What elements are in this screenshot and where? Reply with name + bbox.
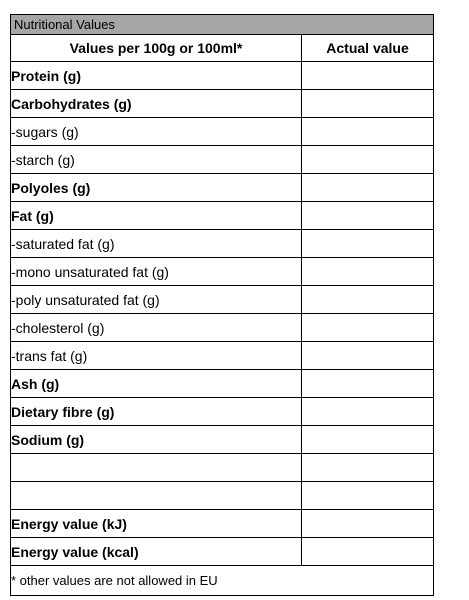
table-row (11, 426, 434, 454)
nutrient-label: Polyoles (g) (11, 174, 302, 202)
nutrient-label: Ash (g) (11, 370, 302, 398)
actual-value-cell (302, 482, 434, 510)
actual-value-cell (302, 538, 434, 566)
table-row (11, 286, 434, 314)
nutrient-label: -poly unsaturated fat (g) (11, 286, 302, 314)
table-row (11, 510, 434, 538)
actual-value-cell (302, 398, 434, 426)
nutrient-label: -sugars (g) (11, 118, 302, 146)
values-per-100g-header: Values per 100g or 100ml* (11, 35, 302, 62)
actual-value-cell (302, 258, 434, 286)
actual-value-cell (302, 314, 434, 342)
actual-value-cell (302, 454, 434, 482)
table-row (11, 482, 434, 510)
nutrition-table-body (11, 15, 434, 596)
title-row (11, 15, 434, 35)
table-row (11, 258, 434, 286)
nutrient-label: -saturated fat (g) (11, 230, 302, 258)
actual-value-cell (302, 510, 434, 538)
table-row (11, 370, 434, 398)
actual-value-cell (302, 370, 434, 398)
actual-value-cell (302, 146, 434, 174)
nutrition-table (10, 14, 434, 596)
nutrient-label: -trans fat (g) (11, 342, 302, 370)
actual-value-cell (302, 118, 434, 146)
actual-value-cell (302, 286, 434, 314)
actual-value-header: Actual value (302, 35, 434, 62)
nutrient-label: Protein (g) (11, 62, 302, 90)
table-row (11, 230, 434, 258)
table-row (11, 90, 434, 118)
nutrient-label: Energy value (kJ) (11, 510, 302, 538)
nutrient-label: -cholesterol (g) (11, 314, 302, 342)
actual-value-cell (302, 230, 434, 258)
table-title: Nutritional Values (11, 15, 434, 35)
nutrient-label: Fat (g) (11, 202, 302, 230)
header-row (11, 35, 434, 62)
table-row (11, 398, 434, 426)
table-row (11, 454, 434, 482)
nutrient-label (11, 454, 302, 482)
table-row (11, 146, 434, 174)
actual-value-cell (302, 342, 434, 370)
footnote-row (11, 566, 434, 596)
nutrient-label: -starch (g) (11, 146, 302, 174)
table-row (11, 174, 434, 202)
actual-value-cell (302, 62, 434, 90)
nutrient-label: -mono unsaturated fat (g) (11, 258, 302, 286)
nutrient-label: Carbohydrates (g) (11, 90, 302, 118)
actual-value-cell (302, 426, 434, 454)
nutrient-label: Sodium (g) (11, 426, 302, 454)
table-row (11, 118, 434, 146)
nutrient-label (11, 482, 302, 510)
actual-value-cell (302, 174, 434, 202)
actual-value-cell (302, 202, 434, 230)
footnote: * other values are not allowed in EU (11, 566, 434, 596)
nutrient-label: Energy value (kcal) (11, 538, 302, 566)
nutrient-label: Dietary fibre (g) (11, 398, 302, 426)
actual-value-cell (302, 90, 434, 118)
table-row (11, 538, 434, 566)
table-row (11, 342, 434, 370)
table-row (11, 202, 434, 230)
table-row (11, 314, 434, 342)
table-row (11, 62, 434, 90)
